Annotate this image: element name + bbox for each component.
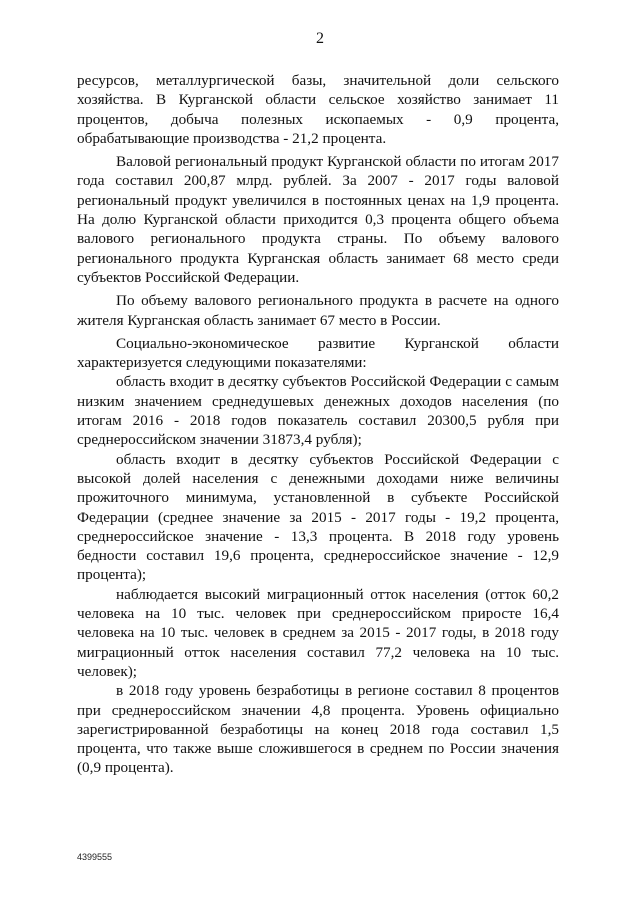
paragraph-poverty: область входит в десятку субъектов Российской Федерации с высокой долей населения с денежными доходами ниже величины прожиточного минимума, установленной в субъекте Российской Федерации (среднее значение за 2015 - 2017 годы - 19,2 процента, среднероссийское значение - 13,3 процента. В 2018 году уровень бедности составил 19,6 процента, среднероссийское значение - 12,9 процента); xyxy=(77,450,559,584)
paragraph-grp: Валовой региональный продукт Курганской области по итогам 2017 года составил 200,87 млрд. рублей. За 2007 - 2017 годы валовой региональный продукт увеличился в постоянных ценах на 1,9 процента. На долю Курганской области приходится 0,3 процента общего объема валового регионального продукта страны. По объему валового регионального продукта Курганская область занимает 68 место среди субъектов Российской Федерации. xyxy=(77,153,559,286)
paragraph-migration: наблюдается высокий миграционный отток населения (отток 60,2 человека на 10 тыс. человек при среднероссийском приросте 16,4 человека на 10 тыс. человек в среднем за 2015 - 2017 годы, в 2018 году миграционный отток населения составил 77,2 человека на 10 тыс. человек); xyxy=(77,585,559,680)
document-code: 4399555 xyxy=(77,852,113,862)
paragraph-unemployment: в 2018 году уровень безработицы в регионе составил 8 процентов при среднероссийском значении 4,8 процента. Уровень официально зарегистрированной безработицы на конец 2018 года составил 1,5 процента, что также выше сложившегося в среднем по России значения (0,9 процента). xyxy=(77,682,559,777)
page-number: 2 xyxy=(316,30,324,47)
paragraph-income: область входит в десятку субъектов Российской Федерации с самым низким значением среднедушевых денежных доходов населения (по итогам 2016 - 2018 годов показатель составил 20300,5 рубля при среднероссийском значении 31873,4 рубля); xyxy=(77,373,559,449)
paragraph-grp-per-capita: По объему валового регионального продукта в расчете на одного жителя Курганская область занимает 67 место в России. xyxy=(77,292,559,329)
document-body xyxy=(77,71,559,778)
paragraph-continuation: ресурсов, металлургической базы, значительной доли сельского хозяйства. В Курганской области сельское хозяйство занимает 11 процентов, добыча полезных ископаемых - 0,9 процента, обрабатывающие производства - 21,2 процента. xyxy=(77,72,559,147)
paragraph-indicators-intro: Социально-экономическое развитие Курганской области характеризуется следующими показателями: xyxy=(77,334,559,372)
